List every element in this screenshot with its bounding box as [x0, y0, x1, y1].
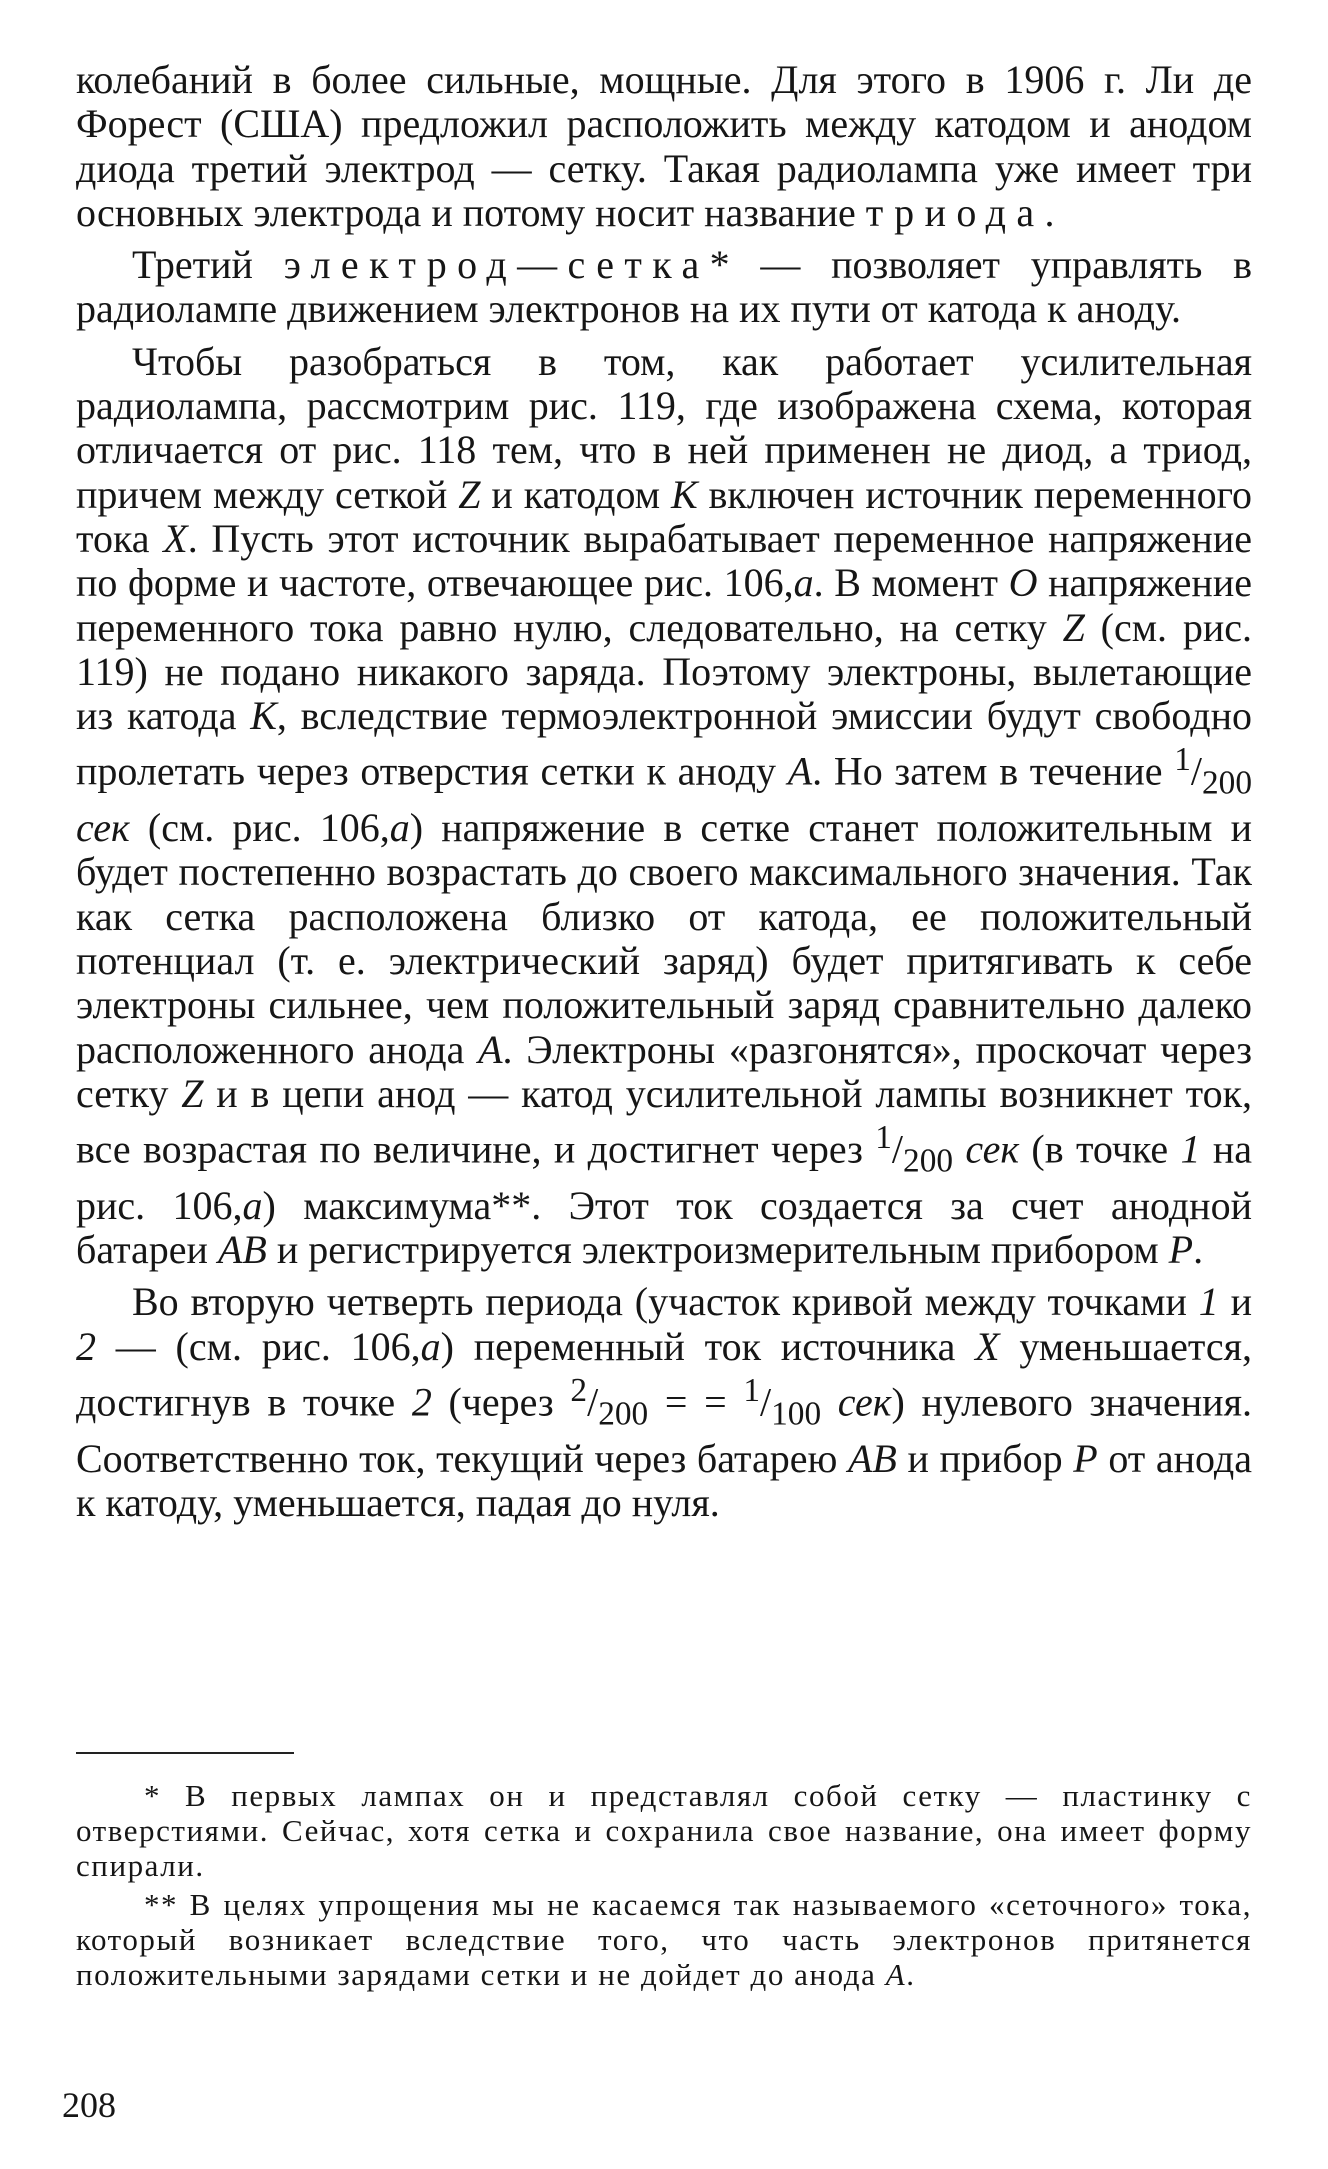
italic-text: Р	[1073, 1435, 1098, 1481]
italic-text: 1	[1198, 1279, 1219, 1325]
italic-text: А	[787, 748, 813, 794]
fraction-numerator: 2	[570, 1371, 588, 1409]
main-text	[76, 58, 1252, 1533]
italic-text: А	[885, 1957, 907, 1992]
italic-text: а	[389, 805, 410, 851]
text-run: .	[906, 1957, 916, 1992]
text-run: и катодом	[480, 471, 671, 517]
italic-text: А	[478, 1026, 503, 1072]
italic-text: Z	[181, 1070, 204, 1116]
spaced-term: электрод—сетка	[283, 242, 710, 288]
text-run: включен источник переменного тока	[76, 471, 1252, 561]
text-run: ) напряжение в сетке станет положительным и будет постепенно возрастать до своего максимального значения. Так как сетка расположена близко от катода, ее положительный потенциал (т. е. электрический заряд) будет притягивать к себе электроны сильнее, чем положительный заряд сравнительно далеко расположенного анода	[76, 805, 1253, 1072]
italic-text: а	[242, 1182, 263, 1228]
italic-text: а	[793, 560, 814, 606]
text-run: . В момент	[813, 560, 1009, 606]
italic-text: X	[163, 515, 188, 561]
italic-text: К	[671, 471, 698, 517]
text-run: на рис. 106,	[76, 1126, 1253, 1228]
italic-text: АВ	[847, 1435, 897, 1481]
text-run: напряжение переменного тока равно нулю, следовательно, на сетку	[76, 560, 1252, 650]
page-number: 208	[62, 2085, 116, 2125]
text-run: (в точке	[1019, 1126, 1181, 1172]
fraction-numerator: 1	[743, 1371, 760, 1409]
footnote	[76, 1887, 1252, 1992]
text-run: и регистрируется электроизмерительным прибором	[266, 1227, 1169, 1273]
fraction-numerator: 1	[875, 1119, 892, 1157]
fraction-denominator: 200	[903, 1142, 954, 1180]
text-run: /	[891, 1126, 904, 1172]
italic-text: К	[250, 693, 277, 739]
text-run: от анода к катоду, уменьшается, падая до нуля.	[76, 1435, 1252, 1525]
text-run: (см. рис. 106,	[129, 805, 390, 851]
text-run: — (см. рис. 106,	[96, 1323, 421, 1369]
italic-text: сек	[76, 805, 130, 851]
text-run: (см. рис. 119) не подано никакого заряда. Поэтому электроны, вылетающие из катода	[76, 604, 1253, 739]
footnote-divider	[76, 1752, 294, 1754]
text-run	[953, 1126, 965, 1171]
italic-text: АВ	[217, 1227, 267, 1273]
spaced-term: триода	[865, 189, 1045, 235]
footnotes	[76, 1778, 1252, 1996]
text-run: уменьшается, достигнув в точке	[76, 1323, 1253, 1425]
italic-text: X	[975, 1323, 1000, 1369]
text-run: ** В целях упрощения мы не касаемся так называемого «сеточного» тока, который возникает вследствие того, что часть электронов притянется положительными зарядами сетки и не дойдет до анода	[76, 1887, 1252, 1992]
fraction-denominator: 200	[1202, 764, 1252, 802]
text-run: /	[1190, 748, 1202, 794]
text-run: ) переменный ток источника	[440, 1323, 976, 1369]
text-run: ) максимума**. Этот ток создается за счет анодной батареи	[76, 1182, 1252, 1273]
italic-text: 2	[76, 1323, 96, 1369]
text-run: и в цепи анод — катод усилительной лампы возникнет ток, все возрастая по величине, и достигнет через	[76, 1070, 1253, 1172]
text-run	[821, 1379, 838, 1424]
text-run: Во вторую четверть периода (участок кривой между точками	[132, 1279, 1199, 1325]
paragraph	[76, 58, 1252, 235]
italic-text: О	[1008, 560, 1038, 606]
paragraph	[76, 340, 1252, 1273]
paragraph	[76, 243, 1252, 332]
text-run: . Но затем в течение	[812, 748, 1175, 794]
paragraph	[76, 1280, 1252, 1525]
text-run: Третий	[132, 242, 284, 288]
italic-text: 1	[1180, 1126, 1201, 1172]
italic-text: сек	[837, 1379, 892, 1425]
italic-text: Z	[1062, 604, 1085, 650]
footnote	[76, 1778, 1252, 1883]
text-run: * — позволяет управлять в радиолампе движением электронов на их пути от катода к аноду.	[76, 242, 1252, 332]
text-run: * В первых лампах он и представлял собой сетку — пластинку с отверстиями. Сейчас, хотя сетка и сохранила свое название, она имеет форму спирали.	[76, 1778, 1252, 1883]
text-run: .	[1193, 1227, 1204, 1273]
text-run: колебаний в более сильные, мощные. Для этого в 1906 г. Ли де Форест (США) предложил расположить между катодом и анодом диода третий электрод — сетку. Такая радиолампа уже имеет три основных электрода и потому носит название	[76, 57, 1252, 235]
fraction-denominator: 100	[771, 1395, 822, 1433]
fraction-denominator: 200	[598, 1395, 649, 1433]
text-run: = =	[648, 1379, 744, 1425]
text-run: /	[760, 1379, 772, 1425]
text-run: .	[1044, 189, 1055, 235]
fraction-numerator: 1	[1174, 741, 1191, 779]
text-run: , вследствие термоэлектронной эмиссии будут свободно пролетать через отверстия сетки к аноду	[76, 693, 1252, 794]
italic-text: Р	[1168, 1227, 1194, 1273]
italic-text: а	[420, 1323, 441, 1369]
italic-text: 2	[411, 1379, 432, 1425]
text-run: . Пусть этот источник вырабатывает переменное напряжение по форме и частоте, отвечающее рис. 106,	[76, 515, 1252, 606]
text-run: (через	[431, 1379, 571, 1425]
text-run: /	[587, 1379, 599, 1425]
text-run: Чтобы разобраться в том, как работает усилительная радиолампа, рассмотрим рис. 119, где изображена схема, которая отличается от рис. 118 тем, что в ней применен не диод, а триод, причем между сеткой	[76, 338, 1252, 517]
text-run: и прибор	[896, 1435, 1074, 1481]
italic-text: сек	[965, 1126, 1020, 1172]
text-run: ) нулевого значения. Соответственно ток, текущий через батарею	[76, 1379, 1252, 1481]
italic-text: Z	[458, 471, 481, 517]
text-run: и	[1218, 1279, 1253, 1325]
text-run: . Электроны «разгонятся», проскочат через сетку	[76, 1026, 1252, 1116]
